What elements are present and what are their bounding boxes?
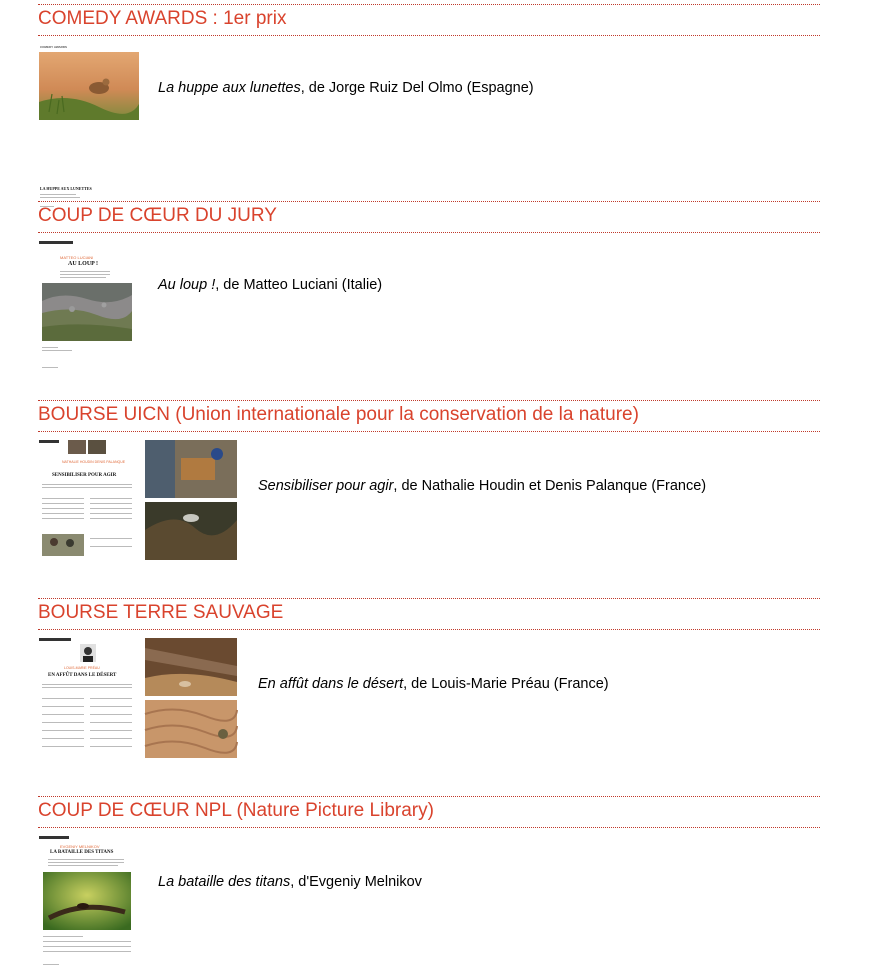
thumb-author: MATTEO LUCIANI (60, 255, 94, 260)
people-photo (42, 534, 84, 556)
thumb-author: EVGENIY MELNIKOV (60, 844, 100, 849)
award-caption (158, 277, 382, 293)
thumb-title: LA BATAILLE DES TITANS (50, 850, 114, 855)
article-thumbnail[interactable] (38, 834, 134, 967)
wolf-photo (42, 283, 132, 341)
section-header (38, 201, 820, 233)
article-thumbnail[interactable] (38, 438, 238, 572)
section-header (38, 598, 820, 630)
work-author: , de Nathalie Houdin et Denis Palanque (France) (393, 478, 707, 494)
award-caption (258, 676, 609, 692)
article-thumbnail[interactable] (38, 239, 134, 374)
thumb-author: LOUIS-MARIE PRÉAU (64, 666, 100, 670)
thumb-author: NATHALIE HOUDIN DENIS PALANQUE (62, 460, 126, 464)
section-title: BOURSE UICN (Union internationale pour la conservation de la nature) (38, 404, 639, 425)
award-caption (258, 478, 706, 494)
section-title: COMEDY AWARDS : 1er prix (38, 8, 287, 29)
author-portrait (80, 644, 96, 662)
desert-photos (145, 638, 237, 758)
work-author: , d'Evgeniy Melnikov (290, 874, 422, 890)
work-author: , de Jorge Ruiz Del Olmo (Espagne) (300, 80, 534, 96)
article-thumbnail[interactable] (38, 636, 238, 770)
beetle-photo (43, 872, 131, 930)
section-title: BOURSE TERRE SAUVAGE (38, 602, 284, 623)
work-title: En affût dans le désert (258, 676, 404, 692)
section-header (38, 4, 820, 36)
work-title: La bataille des titans (158, 874, 291, 890)
section-header (38, 796, 820, 828)
award-caption (158, 874, 422, 890)
work-author: , de Louis-Marie Préau (France) (403, 676, 609, 692)
section-header (38, 400, 820, 432)
section-title: COUP DE CŒUR DU JURY (38, 205, 277, 226)
field-photos (145, 440, 237, 560)
work-title: Au loup ! (158, 277, 216, 293)
section-title: COUP DE CŒUR NPL (Nature Picture Library) (38, 800, 434, 821)
thumb-title: AU LOUP ! (68, 261, 98, 267)
award-caption (158, 80, 534, 96)
thumb-title: SENSIBILISER POUR AGIR (52, 473, 117, 478)
work-title: Sensibiliser pour agir (258, 478, 394, 494)
authors-photo (68, 440, 106, 454)
thumb-title: LA HUPPE AUX LUNETTES (40, 186, 92, 191)
article-thumbnail[interactable] (38, 42, 140, 191)
thumb-tag: COMEDY AWARDS (40, 45, 68, 49)
work-author: , de Matteo Luciani (Italie) (215, 277, 383, 293)
work-title: La huppe aux lunettes (158, 80, 301, 96)
thumb-title: EN AFFÛT DANS LE DÉSERT (48, 673, 117, 678)
bird-photo (39, 52, 139, 120)
